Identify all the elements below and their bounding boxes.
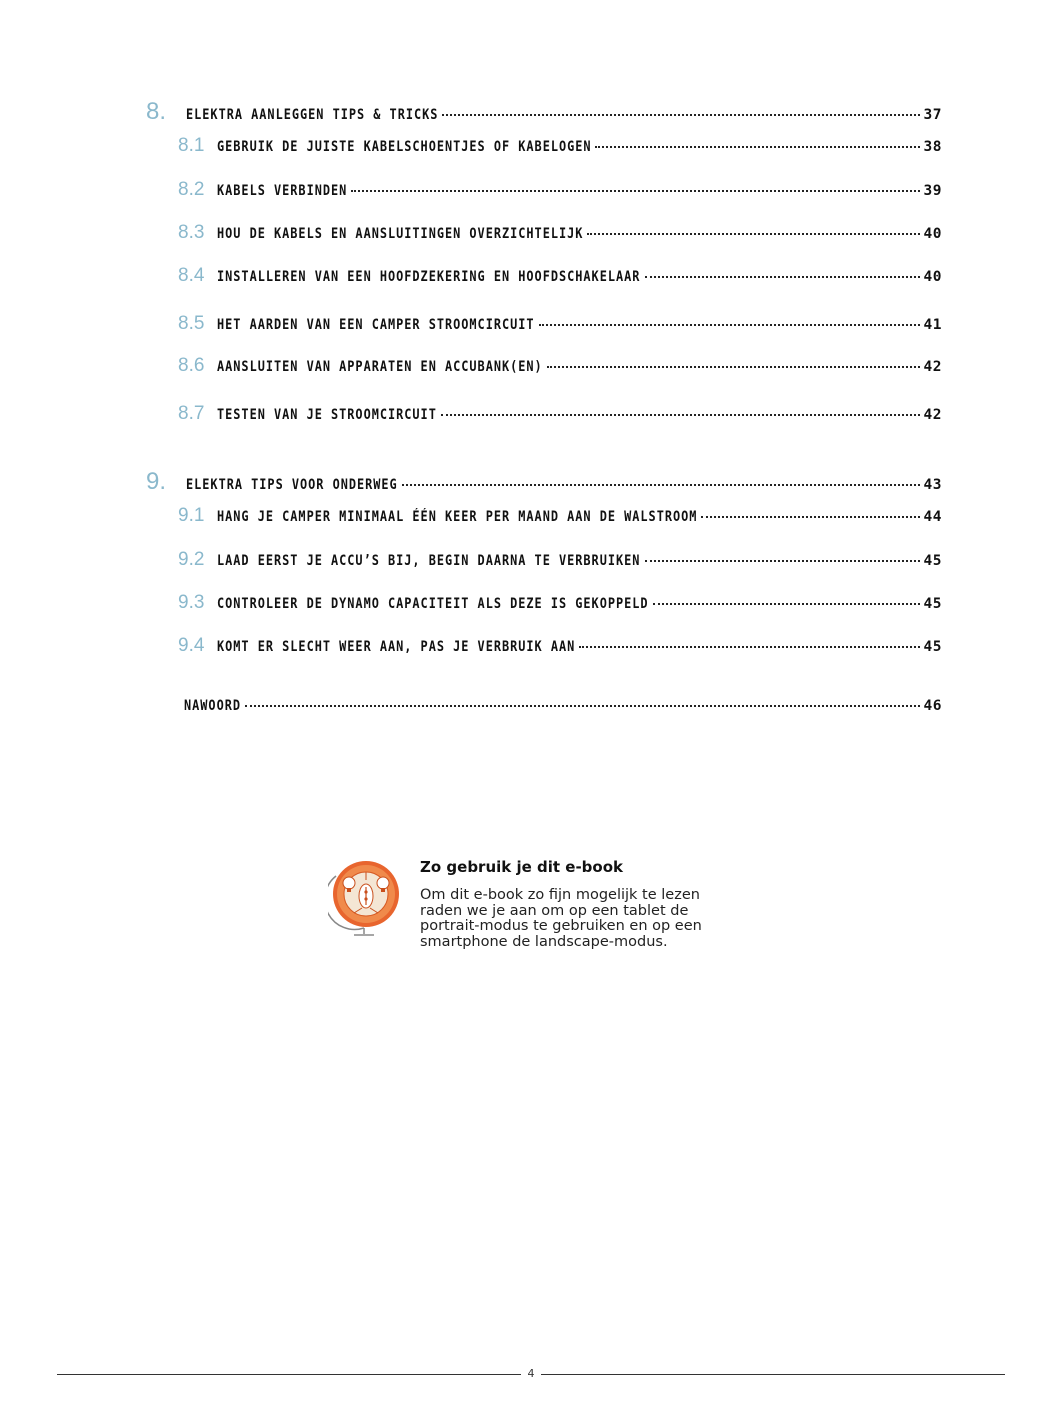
toc-page: 39 (923, 183, 942, 199)
toc-title: GEBRUIK DE JUISTE KABELSCHOENTJES OF KABELOGEN (217, 139, 592, 155)
toc-title: HOU DE KABELS EN AANSLUITINGEN OVERZICHTELIJK (217, 226, 584, 242)
toc-entry-8-4[interactable] (178, 265, 942, 287)
toc-entry-8-7[interactable] (178, 403, 942, 425)
lightbulb-globe-icon (328, 856, 400, 938)
page-number: 4 (527, 1367, 535, 1380)
toc-number: 9.1 (178, 505, 205, 526)
toc-title: LAAD EERST JE ACCU’S BIJ, BEGIN DAARNA TE VERBRUIKEN (217, 553, 641, 569)
toc-number: 8.3 (178, 222, 205, 243)
toc-number: 9.3 (178, 592, 205, 613)
toc-entry-nawoord[interactable] (184, 698, 942, 714)
dot-leader (547, 366, 920, 368)
toc-entry-9-4[interactable] (178, 635, 942, 657)
dot-leader (351, 190, 919, 192)
toc-number: 9.2 (178, 549, 205, 570)
toc-page: 41 (923, 317, 942, 333)
dot-leader (595, 146, 919, 148)
toc-number: 9.4 (178, 635, 205, 656)
dot-leader (539, 324, 920, 326)
dot-leader (579, 646, 919, 648)
toc-page: 38 (923, 139, 942, 155)
dot-leader (442, 114, 919, 116)
dot-leader (402, 484, 920, 486)
toc-page: 37 (923, 107, 942, 123)
dot-leader (645, 560, 920, 562)
toc-page: 44 (923, 509, 942, 525)
dot-leader (701, 516, 919, 518)
toc-entry-9-1[interactable] (178, 505, 942, 527)
toc-title: CONTROLEER DE DYNAMO CAPACITEIT ALS DEZE IS GEKOPPELD (217, 596, 649, 612)
toc-title: ELEKTRA TIPS VOOR ONDERWEG (186, 477, 398, 493)
toc-page: 45 (923, 553, 942, 569)
toc-page: 45 (923, 639, 942, 655)
toc-entry-8-6[interactable] (178, 355, 942, 377)
toc-entry-8-3[interactable] (178, 222, 942, 244)
toc-number: 8.2 (178, 179, 205, 200)
toc-title: HET AARDEN VAN EEN CAMPER STROOMCIRCUIT (217, 317, 535, 333)
toc-title: AANSLUITEN VAN APPARATEN EN ACCUBANK(EN) (217, 359, 543, 375)
toc-entry-8-2[interactable] (178, 179, 942, 201)
reading-tip-box (328, 856, 728, 956)
toc-number: 8.7 (178, 403, 205, 424)
toc-page: 46 (923, 698, 942, 714)
toc-page: 40 (923, 226, 942, 242)
toc-number: 8.5 (178, 313, 205, 334)
dot-leader (245, 705, 920, 707)
toc-title: TESTEN VAN JE STROOMCIRCUIT (217, 407, 437, 423)
footer-rule-right (541, 1374, 1005, 1375)
toc-title: INSTALLEREN VAN EEN HOOFDZEKERING EN HOOFDSCHAKELAAR (217, 269, 641, 285)
footer-rule-left (57, 1374, 521, 1375)
toc-number: 8.6 (178, 355, 205, 376)
toc-entry-9[interactable] (146, 468, 942, 496)
toc-page: 40 (923, 269, 942, 285)
toc-entry-8-5[interactable] (178, 313, 942, 335)
toc-entry-8-1[interactable] (178, 135, 942, 157)
toc-page: 42 (923, 359, 942, 375)
toc-number: 8.4 (178, 265, 205, 286)
tip-body: Om dit e-book zo fijn mogelijk te lezen raden we je aan om op een tablet de portrait-modus te gebruiken en op een smartphone de landscape-modus. (420, 887, 702, 950)
tip-heading: Zo gebruik je dit e-book (420, 858, 623, 876)
toc-title: HANG JE CAMPER MINIMAAL ÉÉN KEER PER MAAND AAN DE WALSTROOM (217, 509, 698, 525)
toc-entry-9-2[interactable] (178, 549, 942, 571)
toc-title: ELEKTRA AANLEGGEN TIPS & TRICKS (186, 107, 439, 123)
dot-leader (653, 603, 920, 605)
toc-number: 9. (146, 468, 167, 495)
toc-number: 8.1 (178, 135, 205, 156)
toc-title: KABELS VERBINDEN (217, 183, 348, 199)
toc-page: 43 (923, 477, 942, 493)
dot-leader (441, 414, 920, 416)
toc-title: NAWOORD (184, 698, 242, 714)
dot-leader (587, 233, 919, 235)
toc-entry-8[interactable] (146, 98, 942, 126)
toc-page: 42 (923, 407, 942, 423)
toc-page: 45 (923, 596, 942, 612)
dot-leader (645, 276, 920, 278)
toc-number: 8. (146, 98, 167, 125)
toc-entry-9-3[interactable] (178, 592, 942, 614)
toc-title: KOMT ER SLECHT WEER AAN, PAS JE VERBRUIK AAN (217, 639, 576, 655)
